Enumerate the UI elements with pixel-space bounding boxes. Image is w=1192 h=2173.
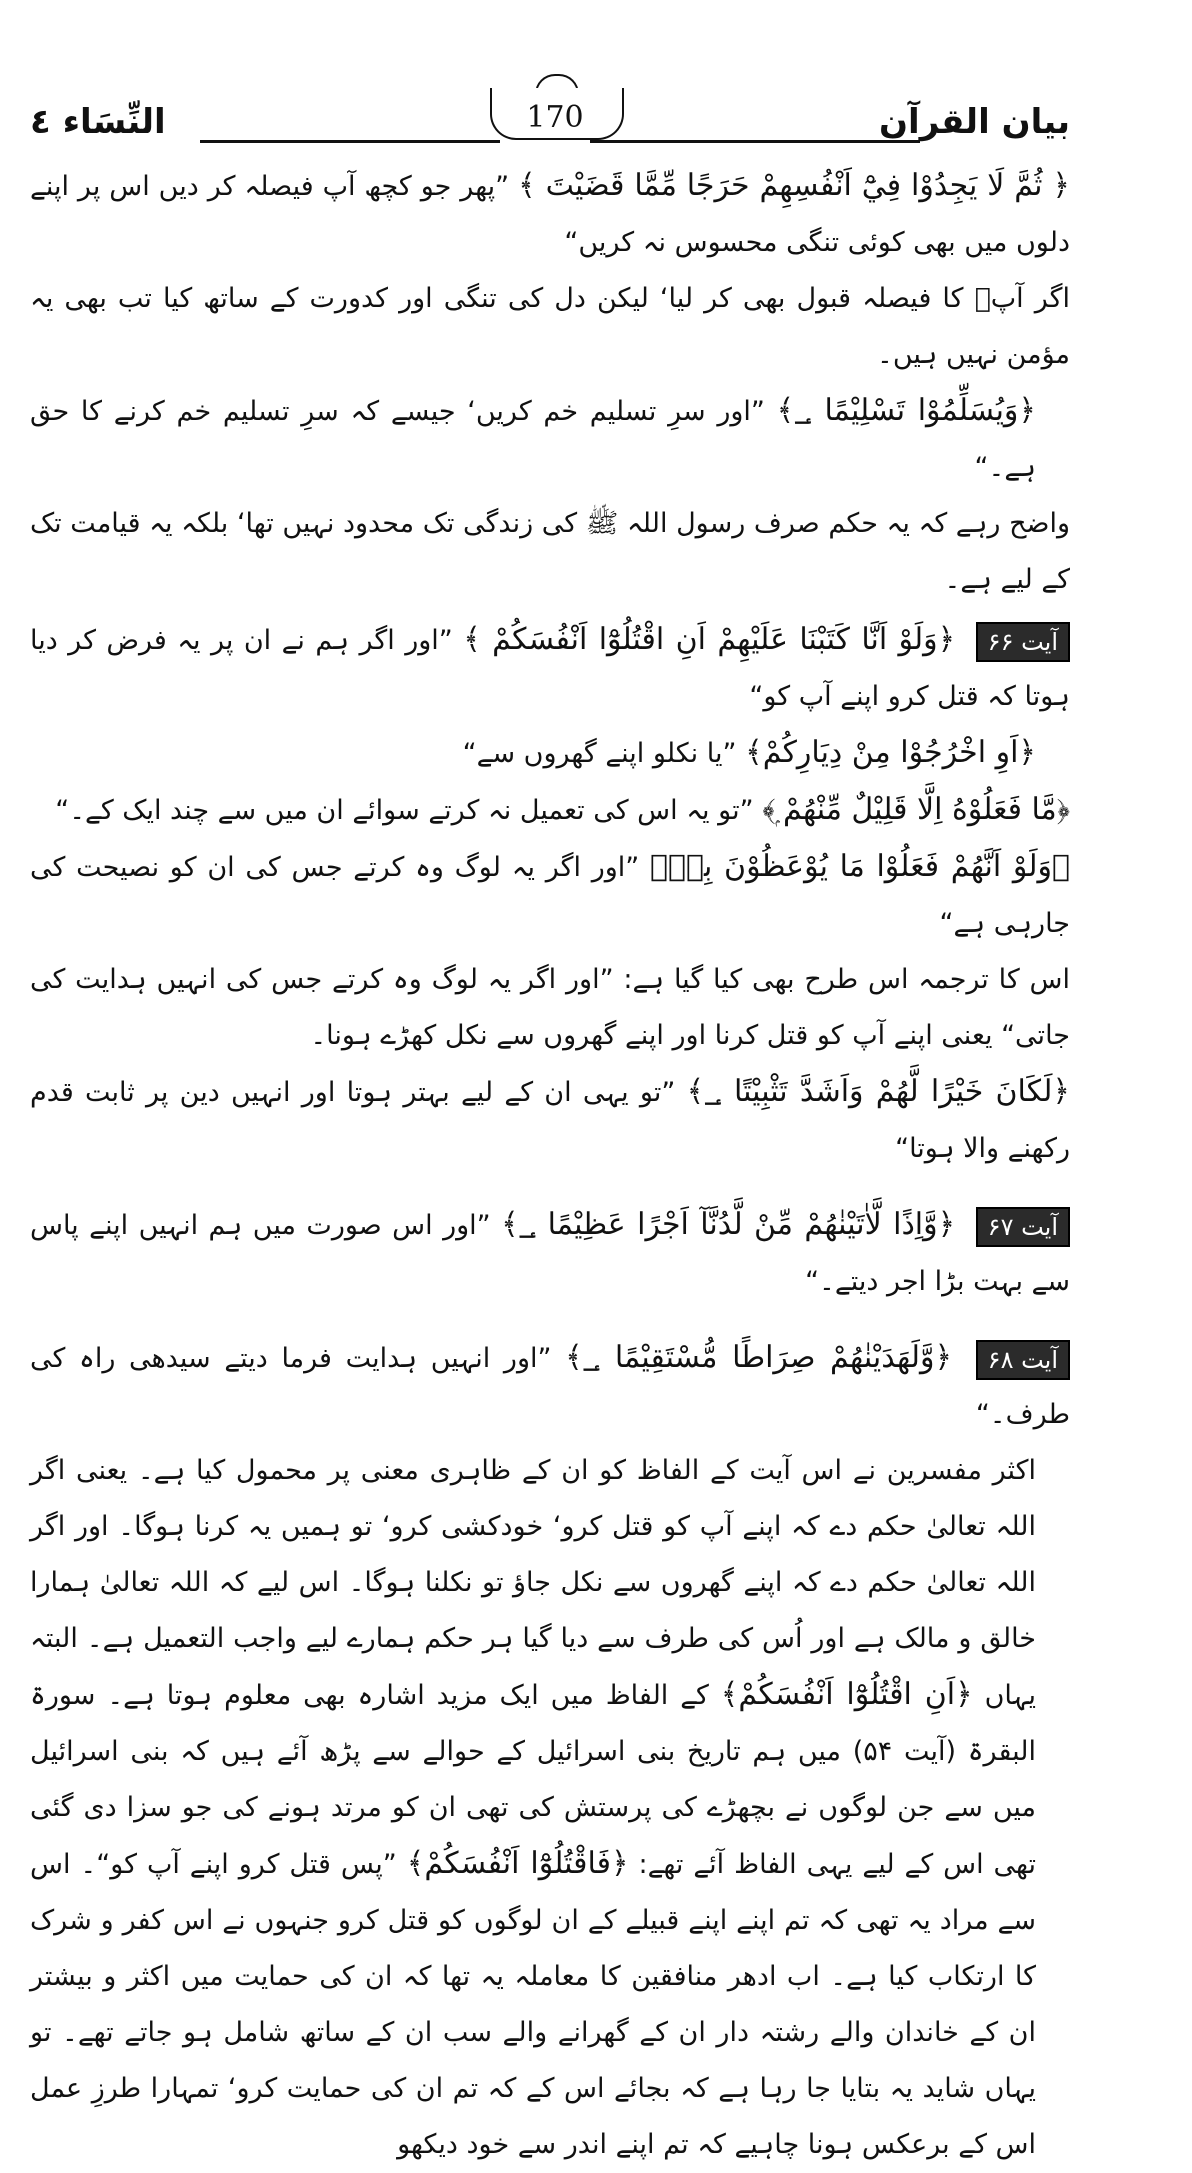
commentary-paragraph-long bbox=[30, 1443, 1070, 2173]
arabic-verse: ﴿لَكَانَ خَيْرًا لَّهُمْ وَاَشَدَّ تَثْبِيْتًا ؀﴾ bbox=[686, 1074, 1070, 1109]
urdu-translation: ”پھر جو کچھ آپ فیصلہ کر دیں اس پر اپنے دلوں میں بھی کوئی تنگی محسوس نہ کریں“ bbox=[30, 171, 1070, 258]
paragraph-68 bbox=[30, 1330, 1070, 1443]
arabic-verse: ﴿مَّا فَعَلُوْهُ اِلَّا قَلِيْلٌ مِّنْهُمْ ۭ﴾ bbox=[762, 792, 1070, 827]
ayah-67-badge: آیت ۶۷ bbox=[976, 1207, 1070, 1247]
paragraph-66b bbox=[30, 725, 1070, 782]
book-title: بیان القرآن bbox=[879, 102, 1070, 142]
arabic-verse: ﴿ ثُمَّ لَا يَجِدُوْا فِيْٓ اَنْفُسِهِمْ حَرَجًا مِّمَّا قَضَيْتَ ﴾ bbox=[518, 168, 1070, 203]
header-rule-right bbox=[590, 140, 920, 143]
commentary-paragraph: اس کا ترجمہ اس طرح بھی کیا گیا ہے: ”اور اگر یہ لوگ وہ کرتے جس کی انہیں ہدایت کی جاتی“ یعنی اپنے آپ کو قتل کرنا اور اپنے گھروں سے نکل کھڑے ہونا۔ bbox=[30, 964, 1070, 1051]
arabic-verse: ﴿اَوِ اخْرُجُوْا مِنْ دِيَارِكُمْ﴾ bbox=[745, 735, 1036, 770]
urdu-translation: ”اور اگر ہم نے ان پر یہ فرض کر دیا ہوتا کہ قتل کرو اپنے آپ کو“ bbox=[30, 625, 1070, 712]
urdu-translation: ”اور اس صورت میں ہم انہیں اپنے پاس سے بہت بڑا اجر دیتے۔“ bbox=[30, 1210, 1070, 1297]
page-number: 170 bbox=[526, 100, 584, 135]
urdu-translation: ”یا نکلو اپنے گھروں سے“ bbox=[462, 738, 737, 769]
ayah-68-badge: آیت ۶۸ bbox=[976, 1340, 1070, 1380]
commentary-paragraph: واضح رہے کہ یہ حکم صرف رسول اللہ ﷺ کی زندگی تک محدود نہیں تھا‘ بلکہ یہ قیامت تک کے لیے ہے۔ bbox=[30, 508, 1070, 595]
commentary-text: کے الفاظ میں ایک مزید اشارہ بھی معلوم ہوتا ہے۔ سورۃ البقرۃ (آیت ۵۴) میں ہم تاریخ بنی اسرائیل کے حوالے سے پڑھ آئے ہیں کہ بنی اسرائیل میں سے جن لوگوں نے بچھڑے کی پرستش کی تھی ان کو مرتد ہونے کی جو سزا دی گئی تھی اس کے لیے یہی الفاظ آئے تھے: bbox=[30, 1680, 1036, 1880]
commentary-paragraph: اگر آپؐ کا فیصلہ قبول بھی کر لیا‘ لیکن دل کی تنگی اور کدورت کے ساتھ کیا تب بھی یہ مؤمن نہیں ہیں۔ bbox=[30, 283, 1070, 370]
arabic-verse: ﴿وَّلَهَدَيْنٰهُمْ صِرَاطًا مُّسْتَقِيْمًا ؀﴾ bbox=[565, 1340, 953, 1375]
arabic-verse: ﴿وَلَوْ اَنَّا كَتَبْنَا عَلَيْهِمْ اَنِ اقْتُلُوْٓا اَنْفُسَكُمْ ﴾ bbox=[463, 622, 956, 657]
header-rule-left bbox=[200, 140, 500, 143]
paragraph-67 bbox=[30, 1197, 1070, 1310]
urdu-translation: ”تو یہی ان کے لیے بہتر ہوتا اور انہیں دین پر ثابت قدم رکھنے والا ہوتا“ bbox=[30, 1077, 1070, 1164]
surah-title: النِّسَاء ٤ bbox=[30, 102, 166, 142]
ayah-66-badge: آیت ۶۶ bbox=[976, 622, 1070, 662]
arabic-verse: ﴿وَّاِذًا لَّاٰتَيْنٰهُمْ مِّنْ لَّدُنَّآ اَجْرًا عَظِيْمًا ؀﴾ bbox=[501, 1207, 956, 1242]
commentary-text: اکثر مفسرین نے اس آیت کے الفاظ کو ان کے ظاہری معنی پر محمول کیا ہے۔ یعنی اگر اللہ تعالیٰ حکم دے کہ اپنے آپ کو قتل کرو‘ خودکشی کرو‘ تو ہمیں یہ کرنا ہوگا۔ اور اگر اللہ تعالیٰ حکم دے کہ اپنے گھروں سے نکل جاؤ تو نکلنا ہوگا۔ اس لیے کہ اللہ تعالیٰ ہمارا خالق و مالک ہے اور اُس کی طرف سے دیا گیا ہر حکم ہمارے لیے واجب التعمیل ہے۔ البتہ یہاں bbox=[30, 1455, 1036, 1711]
paragraph-65a bbox=[30, 158, 1070, 271]
arabic-quote: ﴿اَنِ اقْتُلُوْٓا اَنْفُسَكُمْ﴾ bbox=[720, 1677, 973, 1712]
page-body bbox=[30, 158, 1070, 2173]
commentary-text: ”پس قتل کرو اپنے آپ کو“۔ اس سے مراد یہ تھی کہ تم اپنے اپنے قبیلے کے ان لوگوں کو قتل کرو جنہوں نے اس کفر و شرک کا ارتکاب کیا ہے۔ اب ادھر منافقین کا معاملہ یہ تھا کہ ان کی حمایت میں اکثر و بیشتر ان کے خاندان والے رشتہ دار ان کے گھرانے والے سب ان کے ساتھ شامل ہو جاتے تھے۔ تو یہاں شاید یہ بتایا جا رہا ہے کہ بجائے اس کے کہ تم ان کی حمایت کرو‘ تمہارا طرزِ عمل اس کے برعکس ہونا چاہیے کہ تم اپنے اندر سے خود دیکھو bbox=[30, 1849, 1036, 2160]
arabic-verse: ﴿وَلَوْ اَنَّهُمْ فَعَلُوْا مَا يُوْعَظُوْنَ بِهٖ﴾ bbox=[650, 849, 1070, 884]
urdu-translation: ”اور اگر یہ لوگ وہ کرتے جس کی ان کو نصیحت کی جارہی ہے“ bbox=[30, 852, 1070, 939]
arabic-quote: ﴿فَاقْتُلُوْٓا اَنْفُسَكُمْ﴾ bbox=[406, 1846, 629, 1881]
urdu-translation: ”تو یہ اس کی تعمیل نہ کرتے سوائے ان میں سے چند ایک کے۔“ bbox=[55, 795, 754, 826]
paragraph-66c bbox=[30, 782, 1070, 839]
page-header bbox=[30, 96, 1070, 156]
urdu-translation: ”اور انہیں ہدایت فرما دیتے سیدھی راہ کی طرف۔“ bbox=[30, 1343, 1070, 1430]
urdu-translation: ”اور سرِ تسلیم خم کریں‘ جیسے کہ سرِ تسلیم خم کرنے کا حق ہے۔“ bbox=[30, 396, 1036, 483]
paragraph-65b bbox=[30, 383, 1070, 496]
paragraph-66 bbox=[30, 612, 1070, 725]
arabic-verse: ﴿وَيُسَلِّمُوْا تَسْلِيْمًا ؀﴾ bbox=[776, 393, 1036, 428]
paragraph-66d bbox=[30, 839, 1070, 952]
paragraph-66e bbox=[30, 1064, 1070, 1177]
